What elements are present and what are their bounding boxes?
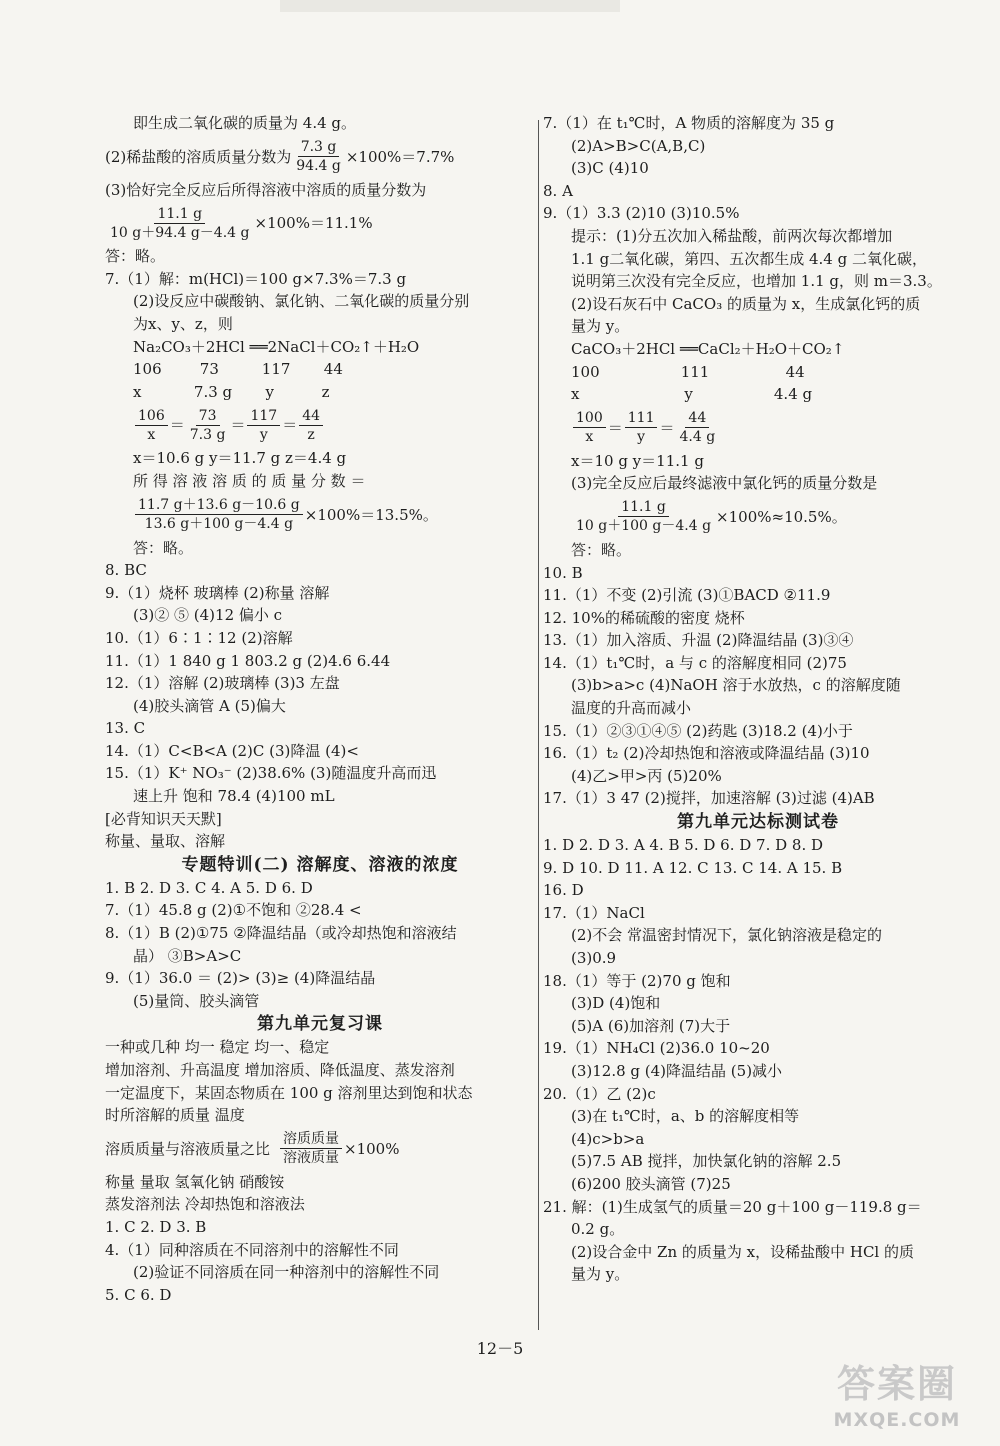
section-heading: 第九单元复习课 bbox=[257, 1014, 383, 1035]
scan-edge bbox=[280, 0, 620, 12]
text-line: 说明第三次没有完全反应，也增加 1.1 g，则 m＝3.3。 bbox=[571, 272, 942, 291]
formula-line: (2)稀盐酸的溶质质量分数为 $\frac{7.3 g}{94.4 g}$ ×100%＝7.7% bbox=[105, 139, 455, 175]
formula-line: $\frac{11.1 g}{10 g+100 g-4.4 g}$ ×100%≈10.5%。 bbox=[576, 499, 847, 535]
column-divider bbox=[538, 120, 539, 1330]
text-line: 温度的升高而减小 bbox=[571, 699, 692, 718]
text-line: (4)胶头滴管 A (5)偏大 bbox=[133, 696, 286, 715]
text-line: (4)c>b>a bbox=[571, 1129, 645, 1148]
text-line: 为x、y、z，则 bbox=[133, 314, 233, 333]
text-line: 16.（1）t₂ (2)冷却热饱和溶液或降温结晶 (3)10 bbox=[543, 744, 870, 763]
text-line: 一种或几种 均一 稳定 均一、稳定 bbox=[105, 1038, 330, 1057]
text-line: 5. C 6. D bbox=[105, 1285, 172, 1304]
text-line: 提示：(1)分五次加入稀盐酸，前两次每次都增加 bbox=[571, 226, 893, 245]
text-line: (3)D (4)饱和 bbox=[571, 994, 661, 1013]
text-line: 8. BC bbox=[105, 561, 147, 580]
text-line: 称量、量取、溶解 bbox=[105, 832, 226, 851]
text-line: (3)C (4)10 bbox=[571, 159, 649, 178]
text-line: 答：略。 bbox=[133, 538, 194, 557]
text-line: 8. A bbox=[543, 181, 573, 200]
text-line: (3)② ⑤ (4)12 偏小 c bbox=[133, 606, 283, 625]
text-line: 答：略。 bbox=[571, 540, 632, 559]
text-line: 7.（1）在 t₁℃时，A 物质的溶解度为 35 g bbox=[543, 114, 835, 132]
text-line: 10. B bbox=[543, 563, 583, 582]
text-line: x 7.3 g y z bbox=[133, 382, 330, 401]
text-line: (3)完全反应后最终滤液中氯化钙的质量分数是 bbox=[571, 474, 878, 493]
text-line: (3)0.9 bbox=[571, 949, 617, 967]
text-line: 17.（1）3 47 (2)搅拌，加速溶解 (3)过滤 (4)AB bbox=[543, 789, 875, 808]
text-line: 7.（1）45.8 g (2)①不饱和 ②28.4 < bbox=[105, 901, 362, 920]
text-line: 14.（1）t₁℃时，a 与 c 的溶解度相同 (2)75 bbox=[543, 653, 847, 672]
text-line: 晶） ③B>A>C bbox=[133, 946, 242, 965]
right-column bbox=[543, 112, 973, 1286]
text-line: 15.（1）②③①④⑤ (2)药匙 (3)18.2 (4)小于 bbox=[543, 721, 853, 740]
text-line: 4.（1）同种溶质在不同溶剂中的溶解性不同 bbox=[105, 1240, 399, 1259]
text-line: 1.1 g二氧化碳，第四、五次都生成 4.4 g 二氧化碳， bbox=[571, 249, 927, 268]
text-line: 12. 10%的稀硫酸的密度 烧杯 bbox=[543, 608, 745, 627]
formula-line: $\frac{11.1 g}{10 g+94.4 g-4.4 g}$ ×100%＝11.1% bbox=[105, 201, 535, 245]
text-line: 12.（1）溶解 (2)玻璃棒 (3)3 左盘 bbox=[105, 674, 340, 693]
text-line: 13. C bbox=[105, 719, 146, 738]
text-line: 增加溶剂、升高温度 增加溶质、降低温度、蒸发溶剂 bbox=[105, 1061, 455, 1079]
formula-line: $\frac{11.7 g+13.6 g-10.6 g}{13.6 g+100 g-4.4 g}$ ×100%＝13.5%。 bbox=[105, 493, 535, 537]
text-line: (5)A (6)加溶剂 (7)大于 bbox=[571, 1016, 731, 1035]
text-line: (5)7.5 AB 搅拌，加快氯化钠的溶解 2.5 bbox=[571, 1152, 842, 1171]
text-line: 11.（1）1 840 g 1 803.2 g (2)4.6 6.44 bbox=[105, 651, 391, 670]
formula-line: $\frac{106}{x}$ ＝ $\frac{73}{7.3 g}$ ＝ $\frac{117}{y}$ ＝ $\frac{44}{z}$ bbox=[105, 403, 535, 447]
text-line: (2)A>B>C(A,B,C) bbox=[571, 136, 706, 155]
text-line: 13.（1）加入溶质、升温 (2)降温结晶 (3)③④ bbox=[543, 631, 854, 650]
text-line: (2)验证不同溶质在同一种溶剂中的溶解性不同 bbox=[133, 1263, 440, 1282]
text-line: 9. D 10. D 11. A 12. C 13. C 14. A 15. B bbox=[543, 858, 843, 877]
text-line: 9.（1）36.0 ＝ (2)> (3)≥ (4)降温结晶 bbox=[105, 969, 376, 988]
text-line: 16. D bbox=[543, 881, 584, 900]
page-number: 12－5 bbox=[476, 1339, 524, 1358]
formula-line: $\frac{100}{x}$ ＝ $\frac{111}{y}$ ＝ $\frac{44}{4.4 g}$ bbox=[543, 406, 973, 450]
text-line: 即生成二氧化碳的质量为 4.4 g。 bbox=[133, 114, 356, 132]
text-line: 17.（1）NaCl bbox=[543, 903, 645, 922]
text-line: x＝10.6 g y＝11.7 g z＝4.4 g bbox=[133, 449, 347, 468]
text-line: 答：略。 bbox=[105, 247, 166, 266]
text-line: 8.（1）B (2)①75 ②降温结晶（或冷却热饱和溶液结 bbox=[105, 924, 457, 943]
watermark-logo bbox=[822, 1360, 972, 1438]
text-line: (3)b>a>c (4)NaOH 溶于水放热，c 的溶解度随 bbox=[571, 676, 901, 695]
fraction: $\frac{7.3 g}{94.4 g}$ bbox=[296, 139, 341, 175]
formula-line: 溶质质量与溶液质量之比 $\frac{\text{溶质质量}}{\text{溶液质量}}$ ×100% bbox=[105, 1131, 400, 1167]
text-line: [必背知识天天默] bbox=[105, 809, 222, 828]
text-line: x y 4.4 g bbox=[571, 385, 813, 404]
left-column bbox=[105, 112, 535, 1306]
text-line: 时所溶解的质量 温度 bbox=[105, 1106, 245, 1125]
text-line: 量为 y。 bbox=[571, 317, 630, 336]
fraction: $\frac{11.1 g}{10 g+94.4 g-4.4 g}$ bbox=[110, 205, 250, 241]
watermark-site-text: MXQE.COM bbox=[833, 1409, 961, 1431]
text-line: 100 111 44 bbox=[571, 362, 805, 381]
text-line: 15.（1）K⁺ NO₃⁻ (2)38.6% (3)随温度升高而迅 bbox=[105, 764, 437, 783]
text-line: (6)200 胶头滴管 (7)25 bbox=[571, 1174, 731, 1193]
section-heading: 专题特训(二) 溶解度、溶液的浓度 bbox=[181, 854, 459, 875]
equation-line: CaCO₃＋2HCl ══CaCl₂＋H₂O＋CO₂↑ bbox=[571, 339, 845, 358]
text-line: 19.（1）NH₄Cl (2)36.0 10~20 bbox=[543, 1039, 770, 1058]
text-line: 一定温度下，某固态物质在 100 g 溶剂里达到饱和状态 bbox=[105, 1083, 473, 1102]
text-line: (4)乙>甲>丙 (5)20% bbox=[571, 766, 722, 785]
text-line: (2)不会 常温密封情况下，氯化钠溶液是稳定的 bbox=[571, 926, 883, 945]
equation-line: Na₂CO₃＋2HCl ══2NaCl＋CO₂↑＋H₂O bbox=[133, 337, 420, 356]
text-line: 所 得 溶 液 溶 质 的 质 量 分 数 ＝ bbox=[133, 471, 366, 490]
text-line: 106 73 117 44 bbox=[133, 360, 343, 379]
text-line: 11.（1）不变 (2)引流 (3)①BACD ②11.9 bbox=[543, 586, 831, 605]
text-line: 1. D 2. D 3. A 4. B 5. D 6. D 7. D 8. D bbox=[543, 836, 824, 855]
text-line: 9.（1）3.3 (2)10 (3)10.5% bbox=[543, 204, 740, 223]
text-line: 1. B 2. D 3. C 4. A 5. D 6. D bbox=[105, 878, 313, 897]
text-line: 称量 量取 氢氧化钠 硝酸铵 bbox=[105, 1172, 285, 1191]
text-line: 21. 解：(1)生成氢气的质量＝20 g＋100 g－119.8 g＝ bbox=[543, 1197, 922, 1216]
section-heading: 第九单元达标测试卷 bbox=[677, 812, 839, 833]
text-line: 9.（1）烧杯 玻璃棒 (2)称量 溶解 bbox=[105, 583, 330, 602]
text-line: 量为 y。 bbox=[571, 1265, 630, 1284]
watermark-logo-text: 答案圈 bbox=[836, 1362, 957, 1406]
text-line: 1. C 2. D 3. B bbox=[105, 1217, 207, 1236]
text-line: (3)恰好完全反应后所得溶液中溶质的质量分数为 bbox=[105, 180, 427, 199]
text-line: x＝10 g y＝11.1 g bbox=[571, 451, 704, 470]
text-line: 7.（1）解：m(HCl)＝100 g×7.3%＝7.3 g bbox=[105, 269, 407, 288]
text-line: 蒸发溶剂法 冷却热饱和溶液法 bbox=[105, 1195, 305, 1214]
text-line: 0.2 g。 bbox=[571, 1220, 625, 1239]
text-line: (2)设石灰石中 CaCO₃ 的质量为 x，生成氯化钙的质 bbox=[571, 294, 921, 313]
text-line: 速上升 饱和 78.4 (4)100 mL bbox=[133, 787, 335, 806]
text-line: (2)设反应中碳酸钠、氯化钠、二氧化碳的质量分别 bbox=[133, 292, 470, 311]
text-line: (5)量筒、胶头滴管 bbox=[133, 991, 260, 1010]
text-line: 18.（1）等于 (2)70 g 饱和 bbox=[543, 971, 731, 990]
text-line: 10.（1）6∶1∶12 (2)溶解 bbox=[105, 628, 293, 647]
text-line: 20.（1）乙 (2)c bbox=[543, 1084, 656, 1103]
text-line: (2)设合金中 Zn 的质量为 x，设稀盐酸中 HCl 的质 bbox=[571, 1242, 914, 1261]
text-line: 14.（1）C<B<A (2)C (3)降温 (4)< bbox=[105, 741, 359, 760]
text-line: (3)在 t₁℃时，a、b 的溶解度相等 bbox=[571, 1107, 800, 1126]
text-line: (3)12.8 g (4)降温结晶 (5)减小 bbox=[571, 1061, 783, 1080]
